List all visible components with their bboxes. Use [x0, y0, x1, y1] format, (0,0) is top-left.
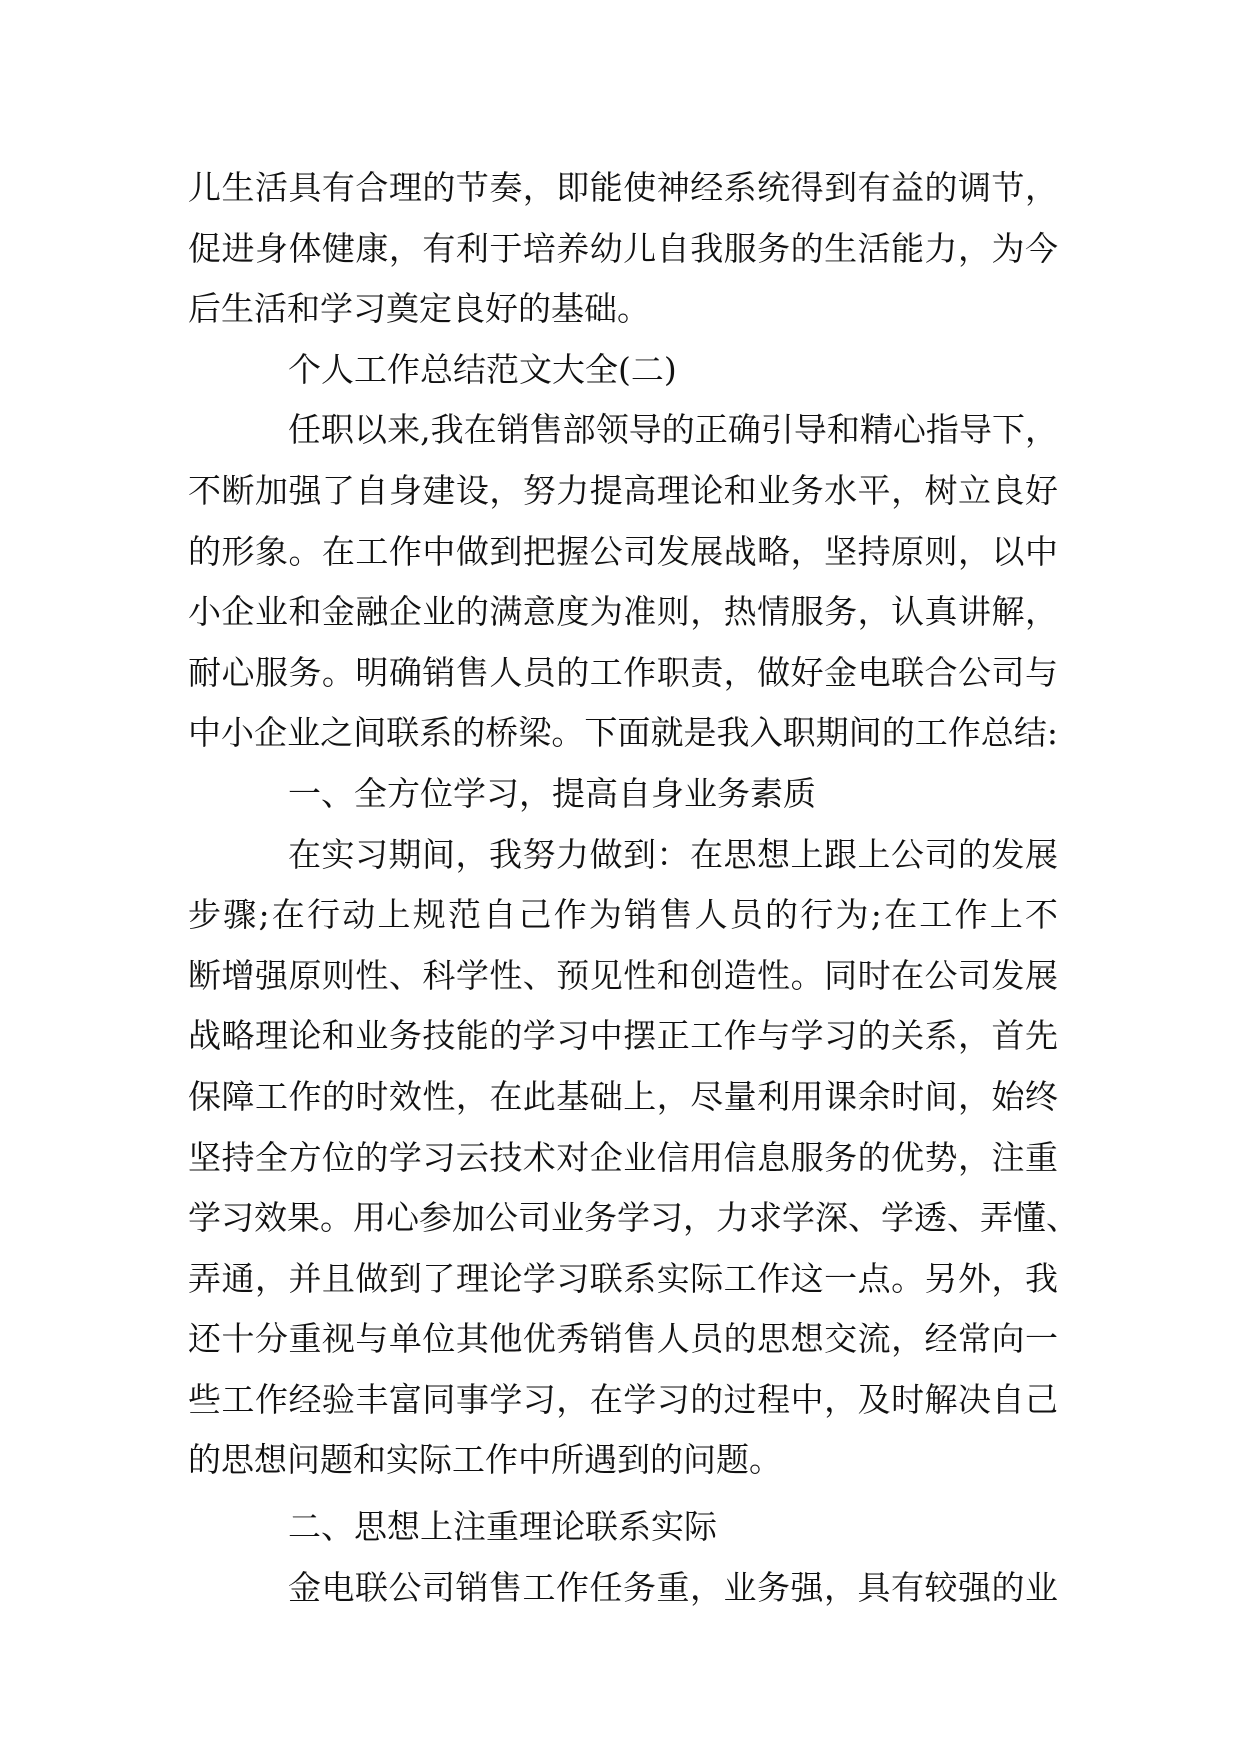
text-line: 不断加强了自身建设，努力提高理论和业务水平，树立良好	[188, 470, 1058, 510]
text-line: 耐心服务。明确销售人员的工作职责，做好金电联合公司与	[188, 652, 1058, 692]
text-line: 弄通，并且做到了理论学习联系实际工作这一点。另外，我	[188, 1258, 1058, 1298]
text-line: 在实习期间，我努力做到：在思想上跟上公司的发展	[288, 834, 1058, 874]
document-body	[188, 158, 1079, 1618]
text-line: 的思想问题和实际工作中所遇到的问题。	[188, 1440, 782, 1480]
text-line: 一、全方位学习，提高自身业务素质	[288, 773, 816, 813]
text-line: 金电联公司销售工作任务重，业务强，具有较强的业	[288, 1567, 1058, 1607]
text-line: 步骤;在行动上规范自己作为销售人员的行为;在工作上不	[188, 895, 1058, 935]
text-line: 还十分重视与单位其他优秀销售人员的思想交流，经常向一	[188, 1319, 1058, 1359]
text-line: 儿生活具有合理的节奏，即能使神经系统得到有益的调节，	[188, 168, 1058, 207]
text-line: 战略理论和业务技能的学习中摆正工作与学习的关系，首先	[188, 1016, 1058, 1056]
text-line: 断增强原则性、科学性、预见性和创造性。同时在公司发展	[188, 955, 1058, 995]
text-line: 后生活和学习奠定良好的基础。	[188, 289, 650, 329]
text-line: 任职以来,我在销售部领导的正确引导和精心指导下，	[288, 410, 1058, 450]
text-line: 的形象。在工作中做到把握公司发展战略，坚持原则，以中	[188, 531, 1058, 571]
text-line: 个人工作总结范文大全(二)	[288, 349, 677, 389]
text-line: 学习效果。用心参加公司业务学习，力求学深、学透、弄懂、	[188, 1198, 1079, 1238]
text-line: 保障工作的时效性，在此基础上，尽量利用课余时间，始终	[188, 1076, 1058, 1116]
text-line: 小企业和金融企业的满意度为准则，热情服务，认真讲解，	[188, 592, 1058, 632]
text-line: 二、思想上注重理论联系实际	[288, 1507, 717, 1547]
text-line: 坚持全方位的学习云技术对企业信用信息服务的优势，注重	[188, 1137, 1058, 1177]
text-line: 促进身体健康，有利于培养幼儿自我服务的生活能力，为今	[188, 228, 1058, 268]
text-line: 中小企业之间联系的桥梁。下面就是我入职期间的工作总结:	[188, 713, 1058, 753]
text-line: 些工作经验丰富同事学习，在学习的过程中，及时解决自己	[188, 1379, 1058, 1419]
